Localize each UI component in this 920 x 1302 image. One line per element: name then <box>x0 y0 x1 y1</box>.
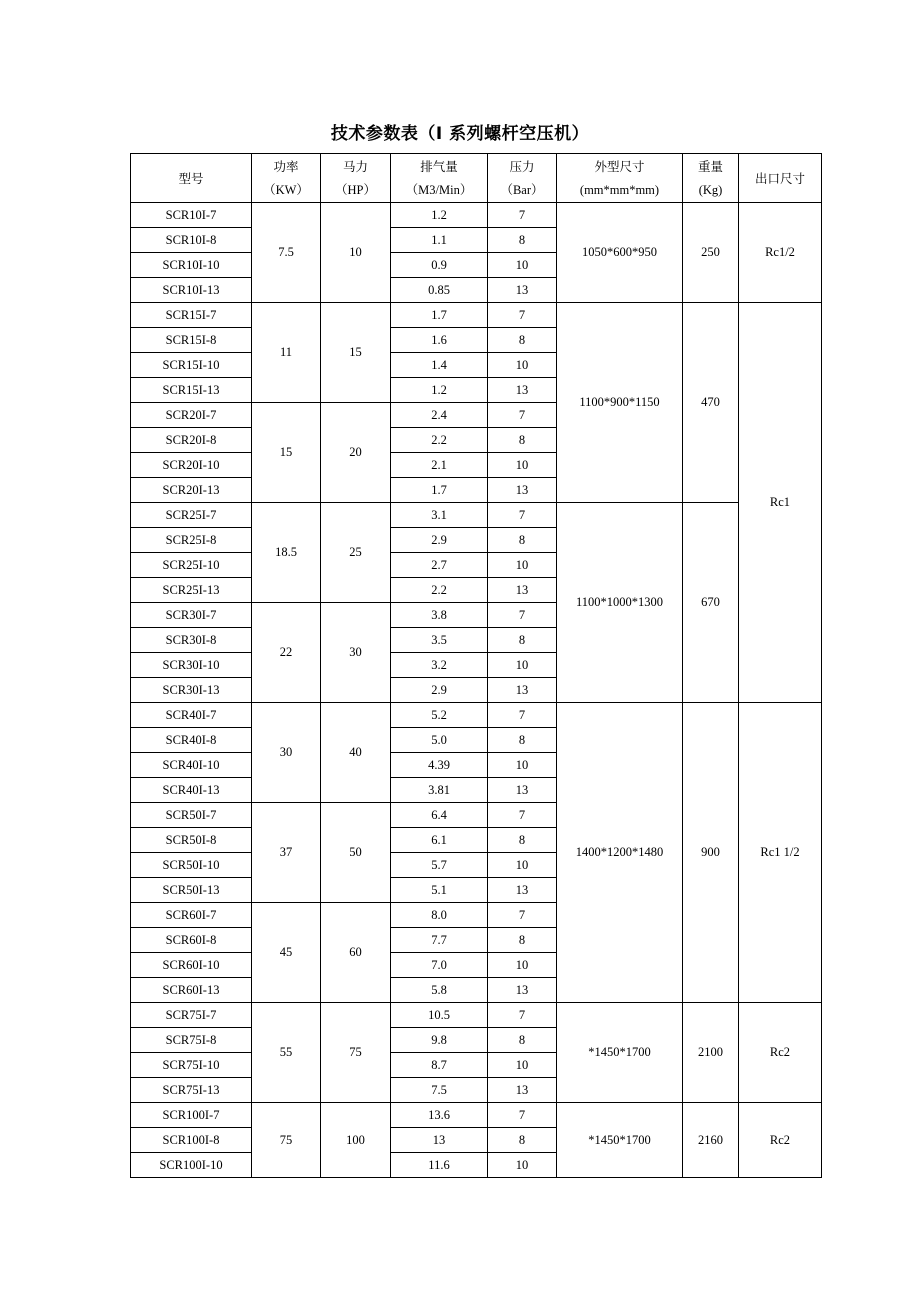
model-cell: SCR30I-13 <box>131 678 252 703</box>
dims-cell: 1100*900*1150 <box>557 303 683 503</box>
model-cell: SCR30I-7 <box>131 603 252 628</box>
flow-cell: 2.2 <box>391 578 488 603</box>
table-row <box>131 503 822 528</box>
pressure-cell: 13 <box>488 878 557 903</box>
outlet-cell: Rc2 <box>739 1103 822 1178</box>
header-dims: 外型尺寸 (mm*mm*mm) <box>557 154 683 203</box>
pressure-cell: 10 <box>488 953 557 978</box>
flow-cell: 7.0 <box>391 953 488 978</box>
header-model: 型号 <box>131 154 252 203</box>
flow-cell: 1.7 <box>391 303 488 328</box>
outlet-cell: Rc1/2 <box>739 203 822 303</box>
flow-cell: 0.9 <box>391 253 488 278</box>
model-cell: SCR20I-8 <box>131 428 252 453</box>
flow-cell: 3.2 <box>391 653 488 678</box>
model-cell: SCR25I-8 <box>131 528 252 553</box>
hp-cell: 50 <box>321 803 391 903</box>
flow-cell: 1.4 <box>391 353 488 378</box>
table-row <box>131 203 822 228</box>
power-cell: 37 <box>252 803 321 903</box>
hp-cell: 20 <box>321 403 391 503</box>
table-header <box>131 154 822 203</box>
power-cell: 15 <box>252 403 321 503</box>
flow-cell: 7.7 <box>391 928 488 953</box>
flow-cell: 6.4 <box>391 803 488 828</box>
flow-cell: 9.8 <box>391 1028 488 1053</box>
model-cell: SCR10I-13 <box>131 278 252 303</box>
header-flow: 排气量 （M3/Min） <box>391 154 488 203</box>
pressure-cell: 7 <box>488 403 557 428</box>
flow-cell: 1.2 <box>391 203 488 228</box>
header-power: 功率 （KW） <box>252 154 321 203</box>
model-cell: SCR40I-10 <box>131 753 252 778</box>
pressure-cell: 13 <box>488 478 557 503</box>
hp-cell: 10 <box>321 203 391 303</box>
flow-cell: 2.9 <box>391 678 488 703</box>
dims-cell: *1450*1700 <box>557 1003 683 1103</box>
model-cell: SCR50I-10 <box>131 853 252 878</box>
weight-cell: 470 <box>683 303 739 503</box>
model-cell: SCR20I-13 <box>131 478 252 503</box>
flow-cell: 5.0 <box>391 728 488 753</box>
header-pressure: 压力 （Bar） <box>488 154 557 203</box>
hp-cell: 30 <box>321 603 391 703</box>
pressure-cell: 7 <box>488 1103 557 1128</box>
pressure-cell: 10 <box>488 753 557 778</box>
hp-cell: 100 <box>321 1103 391 1178</box>
flow-cell: 10.5 <box>391 1003 488 1028</box>
pressure-cell: 13 <box>488 778 557 803</box>
flow-cell: 1.7 <box>391 478 488 503</box>
model-cell: SCR40I-13 <box>131 778 252 803</box>
model-cell: SCR30I-8 <box>131 628 252 653</box>
flow-cell: 2.2 <box>391 428 488 453</box>
dims-cell: 1050*600*950 <box>557 203 683 303</box>
power-cell: 18.5 <box>252 503 321 603</box>
dims-cell: 1400*1200*1480 <box>557 703 683 1003</box>
flow-cell: 13 <box>391 1128 488 1153</box>
power-cell: 22 <box>252 603 321 703</box>
model-cell: SCR60I-7 <box>131 903 252 928</box>
flow-cell: 6.1 <box>391 828 488 853</box>
dims-cell: *1450*1700 <box>557 1103 683 1178</box>
power-cell: 75 <box>252 1103 321 1178</box>
pressure-cell: 7 <box>488 1003 557 1028</box>
table-body <box>131 203 822 1178</box>
table-row <box>131 1103 822 1128</box>
pressure-cell: 7 <box>488 303 557 328</box>
header-outlet: 出口尺寸 <box>739 154 822 203</box>
pressure-cell: 13 <box>488 678 557 703</box>
table-row <box>131 1003 822 1028</box>
flow-cell: 5.7 <box>391 853 488 878</box>
flow-cell: 7.5 <box>391 1078 488 1103</box>
flow-cell: 1.2 <box>391 378 488 403</box>
table-row <box>131 703 822 728</box>
outlet-cell: Rc1 <box>739 303 822 703</box>
hp-cell: 75 <box>321 1003 391 1103</box>
flow-cell: 3.81 <box>391 778 488 803</box>
weight-cell: 2160 <box>683 1103 739 1178</box>
flow-cell: 11.6 <box>391 1153 488 1178</box>
flow-cell: 2.9 <box>391 528 488 553</box>
flow-cell: 2.4 <box>391 403 488 428</box>
table-row <box>131 303 822 328</box>
model-cell: SCR75I-13 <box>131 1078 252 1103</box>
model-cell: SCR100I-8 <box>131 1128 252 1153</box>
flow-cell: 5.1 <box>391 878 488 903</box>
pressure-cell: 13 <box>488 978 557 1003</box>
page-title: 技术参数表（I 系列螺杆空压机） <box>330 124 590 144</box>
model-cell: SCR75I-7 <box>131 1003 252 1028</box>
weight-cell: 670 <box>683 503 739 703</box>
flow-cell: 8.0 <box>391 903 488 928</box>
model-cell: SCR75I-10 <box>131 1053 252 1078</box>
power-cell: 55 <box>252 1003 321 1103</box>
power-cell: 7.5 <box>252 203 321 303</box>
pressure-cell: 13 <box>488 578 557 603</box>
model-cell: SCR60I-13 <box>131 978 252 1003</box>
pressure-cell: 7 <box>488 903 557 928</box>
model-cell: SCR50I-13 <box>131 878 252 903</box>
model-cell: SCR20I-7 <box>131 403 252 428</box>
pressure-cell: 8 <box>488 528 557 553</box>
hp-cell: 25 <box>321 503 391 603</box>
pressure-cell: 10 <box>488 253 557 278</box>
model-cell: SCR10I-7 <box>131 203 252 228</box>
flow-cell: 13.6 <box>391 1103 488 1128</box>
weight-cell: 2100 <box>683 1003 739 1103</box>
model-cell: SCR15I-13 <box>131 378 252 403</box>
pressure-cell: 13 <box>488 378 557 403</box>
model-cell: SCR15I-10 <box>131 353 252 378</box>
hp-cell: 15 <box>321 303 391 403</box>
model-cell: SCR60I-10 <box>131 953 252 978</box>
model-cell: SCR40I-7 <box>131 703 252 728</box>
outlet-cell: Rc2 <box>739 1003 822 1103</box>
pressure-cell: 10 <box>488 353 557 378</box>
flow-cell: 3.8 <box>391 603 488 628</box>
model-cell: SCR15I-8 <box>131 328 252 353</box>
model-cell: SCR40I-8 <box>131 728 252 753</box>
model-cell: SCR10I-8 <box>131 228 252 253</box>
model-cell: SCR10I-10 <box>131 253 252 278</box>
pressure-cell: 8 <box>488 1128 557 1153</box>
pressure-cell: 7 <box>488 503 557 528</box>
pressure-cell: 13 <box>488 278 557 303</box>
power-cell: 45 <box>252 903 321 1003</box>
model-cell: SCR100I-7 <box>131 1103 252 1128</box>
header-hp: 马力 （HP） <box>321 154 391 203</box>
pressure-cell: 8 <box>488 328 557 353</box>
model-cell: SCR20I-10 <box>131 453 252 478</box>
pressure-cell: 8 <box>488 828 557 853</box>
model-cell: SCR60I-8 <box>131 928 252 953</box>
header-weight: 重量 (Kg) <box>683 154 739 203</box>
pressure-cell: 10 <box>488 1053 557 1078</box>
pressure-cell: 10 <box>488 453 557 478</box>
flow-cell: 3.1 <box>391 503 488 528</box>
hp-cell: 60 <box>321 903 391 1003</box>
dims-cell: 1100*1000*1300 <box>557 503 683 703</box>
flow-cell: 3.5 <box>391 628 488 653</box>
pressure-cell: 8 <box>488 728 557 753</box>
model-cell: SCR50I-8 <box>131 828 252 853</box>
flow-cell: 4.39 <box>391 753 488 778</box>
model-cell: SCR25I-10 <box>131 553 252 578</box>
hp-cell: 40 <box>321 703 391 803</box>
power-cell: 11 <box>252 303 321 403</box>
model-cell: SCR30I-10 <box>131 653 252 678</box>
pressure-cell: 7 <box>488 603 557 628</box>
pressure-cell: 10 <box>488 1153 557 1178</box>
pressure-cell: 10 <box>488 553 557 578</box>
flow-cell: 2.7 <box>391 553 488 578</box>
flow-cell: 5.2 <box>391 703 488 728</box>
model-cell: SCR25I-7 <box>131 503 252 528</box>
weight-cell: 250 <box>683 203 739 303</box>
flow-cell: 2.1 <box>391 453 488 478</box>
pressure-cell: 10 <box>488 853 557 878</box>
pressure-cell: 8 <box>488 1028 557 1053</box>
weight-cell: 900 <box>683 703 739 1003</box>
flow-cell: 1.1 <box>391 228 488 253</box>
model-cell: SCR75I-8 <box>131 1028 252 1053</box>
pressure-cell: 8 <box>488 428 557 453</box>
flow-cell: 0.85 <box>391 278 488 303</box>
outlet-cell: Rc1 1/2 <box>739 703 822 1003</box>
pressure-cell: 8 <box>488 628 557 653</box>
model-cell: SCR25I-13 <box>131 578 252 603</box>
power-cell: 30 <box>252 703 321 803</box>
pressure-cell: 13 <box>488 1078 557 1103</box>
model-cell: SCR15I-7 <box>131 303 252 328</box>
pressure-cell: 8 <box>488 928 557 953</box>
pressure-cell: 7 <box>488 703 557 728</box>
flow-cell: 8.7 <box>391 1053 488 1078</box>
pressure-cell: 7 <box>488 203 557 228</box>
model-cell: SCR50I-7 <box>131 803 252 828</box>
flow-cell: 5.8 <box>391 978 488 1003</box>
pressure-cell: 10 <box>488 653 557 678</box>
flow-cell: 1.6 <box>391 328 488 353</box>
pressure-cell: 8 <box>488 228 557 253</box>
spec-table <box>130 153 822 1178</box>
pressure-cell: 7 <box>488 803 557 828</box>
model-cell: SCR100I-10 <box>131 1153 252 1178</box>
